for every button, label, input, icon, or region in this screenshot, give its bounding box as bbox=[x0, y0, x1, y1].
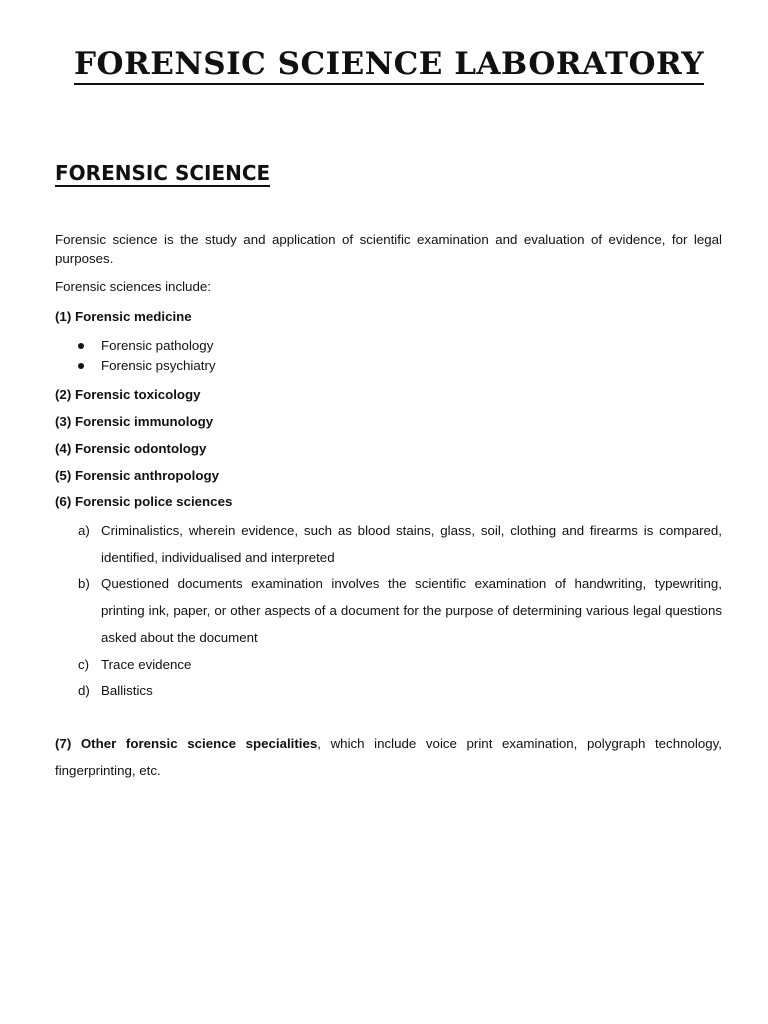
bullet-icon bbox=[78, 363, 84, 369]
list-item: Forensic pathology bbox=[55, 336, 722, 356]
category-forensic-anthropology: (5) Forensic anthropology bbox=[55, 468, 220, 483]
category-forensic-police-sciences: (6) Forensic police sciences bbox=[55, 494, 233, 509]
list-item: Forensic psychiatry bbox=[55, 356, 722, 376]
list-marker: b) bbox=[78, 576, 90, 592]
category-forensic-toxicology: (2) Forensic toxicology bbox=[55, 387, 201, 402]
medicine-subtypes-list bbox=[55, 336, 722, 376]
list-item: a) Criminalistics, wherein evidence, such as blood stains, glass, soil, clothing and firearms is compared, identified, individualised and interpreted bbox=[55, 518, 722, 571]
other-specialities-paragraph: (7) Other forensic science specialities, which include voice print examination, polygraph technology, fingerprinting, etc. bbox=[55, 736, 722, 778]
document-title: FORENSIC SCIENCE LABORATORY bbox=[0, 46, 768, 85]
section-heading: FORENSIC SCIENCE bbox=[55, 161, 271, 185]
list-marker: c) bbox=[78, 656, 90, 672]
list-marker: d) bbox=[78, 683, 90, 699]
list-item: c) Trace evidence bbox=[55, 652, 722, 679]
category-forensic-odontology: (4) Forensic odontology bbox=[55, 441, 207, 456]
list-item: b) Questioned documents examination involves the scientific examination of handwriting, typewriting, printing ink, paper, or other aspects of a document for the purpose of determining various legal questions asked about the document bbox=[55, 571, 722, 651]
other-specialities-label: (7) Other forensic science specialities bbox=[55, 736, 318, 751]
bullet-icon bbox=[78, 343, 84, 349]
list-marker: a) bbox=[78, 523, 90, 538]
category-forensic-immunology: (3) Forensic immunology bbox=[55, 414, 214, 429]
include-label: Forensic sciences include: bbox=[55, 279, 211, 294]
category-forensic-medicine: (1) Forensic medicine bbox=[55, 309, 192, 324]
police-sciences-list bbox=[55, 518, 722, 705]
list-item: d) Ballistics bbox=[55, 678, 722, 705]
intro-paragraph: Forensic science is the study and application of scientific examination and evaluation of evidence, for legal purposes. bbox=[55, 232, 722, 266]
